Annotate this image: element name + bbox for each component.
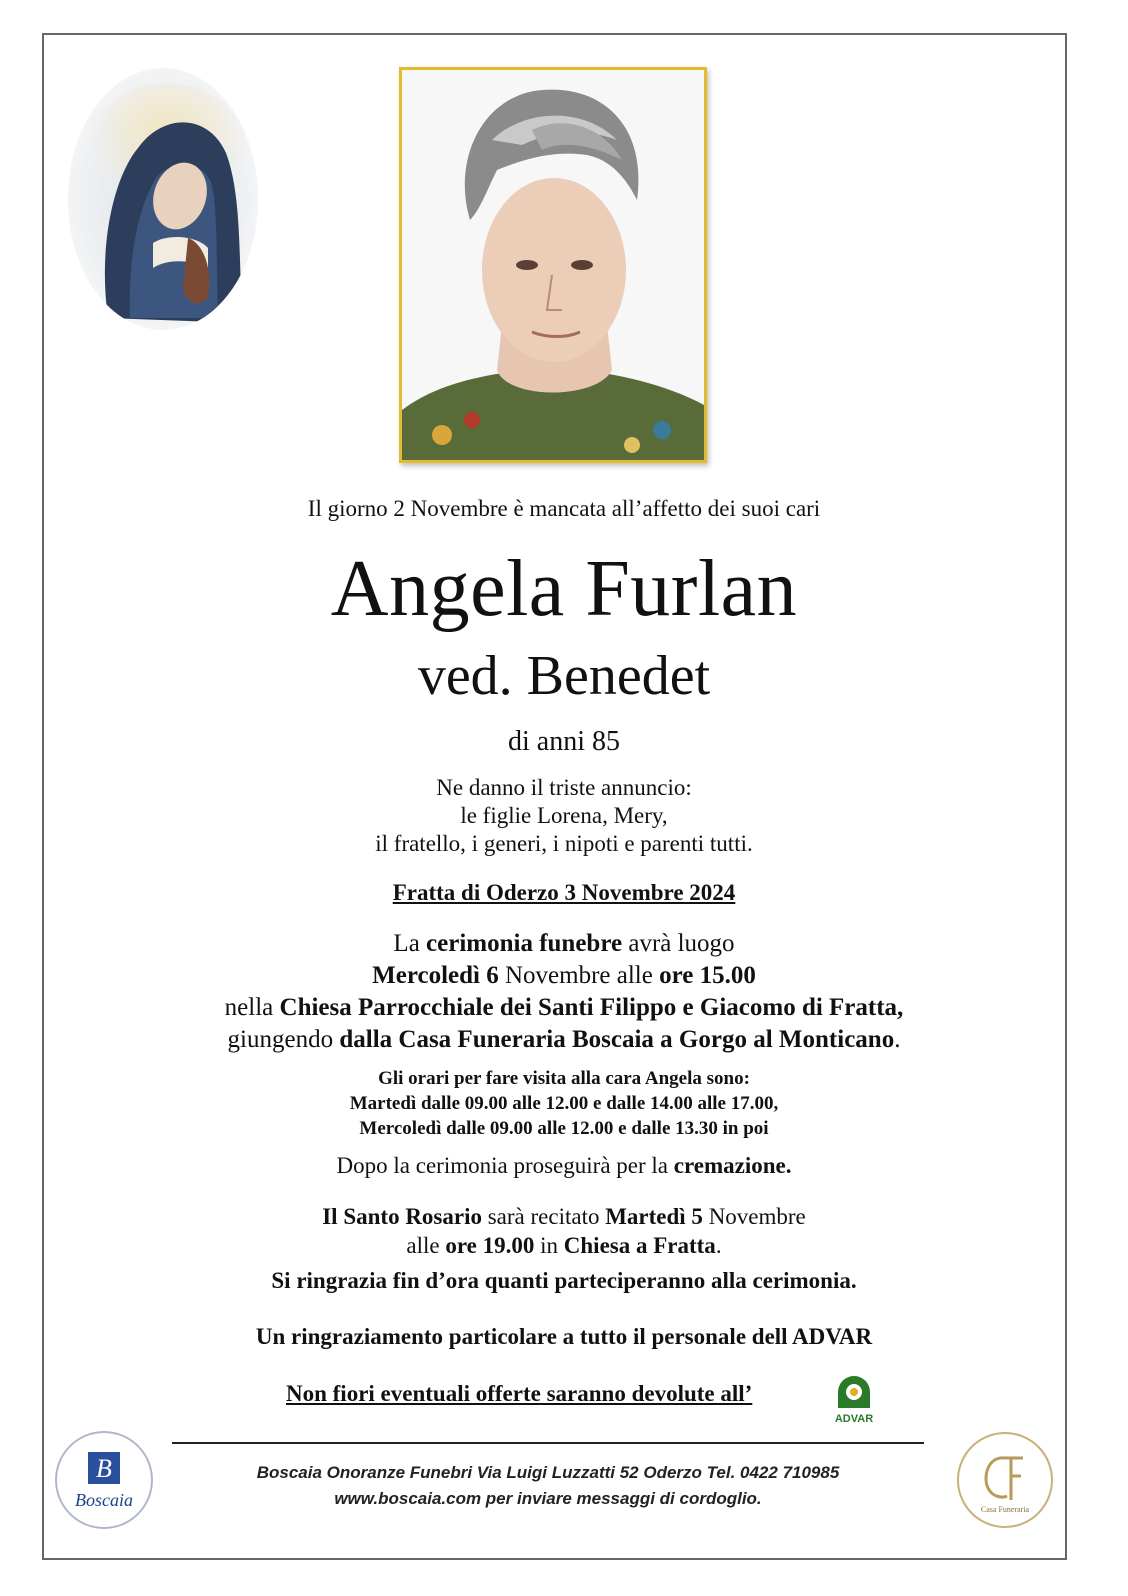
footer-divider [172, 1442, 924, 1444]
ceremony-line: La cerimonia funebre avrà luogo [393, 930, 735, 957]
donation-note: Non fiori eventuali offerte saranno devolute all’ [286, 1381, 753, 1406]
boscaia-logo-text: Boscaia [75, 1490, 133, 1510]
madonna-image [68, 68, 258, 330]
rosary-line: Il Santo Rosario sarà recitato Martedì 5 Novembre [322, 1204, 806, 1229]
cremation-note: Dopo la cerimonia proseguirà per la cremazione. [336, 1153, 792, 1178]
announce-line: il fratello, i generi, i nipoti e parenti tutti. [375, 831, 753, 856]
footer-address: Boscaia Onoranze Funebri Via Luigi Luzzatti 52 Oderzo Tel. 0422 710985 [256, 1463, 840, 1482]
boscaia-logo-letter: B [96, 1454, 112, 1483]
announce-line: le figlie Lorena, Mery, [460, 803, 668, 828]
visits-line: Martedì dalle 09.00 alle 12.00 e dalle 14.00 alle 17.00, [349, 1093, 779, 1114]
footer-contact [172, 1460, 924, 1512]
rosary-line: alle ore 19.00 in Chiesa a Fratta. [406, 1233, 722, 1258]
visiting-hours [0, 1066, 1128, 1141]
intro-text: Il giorno 2 Novembre è mancata all’affetto dei suoi cari [307, 496, 821, 521]
advar-logo [826, 1372, 882, 1426]
place-date: Fratta di Oderzo 3 Novembre 2024 [392, 880, 736, 905]
visits-line: Gli orari per fare visita alla cara Angela sono: [378, 1068, 750, 1089]
thanks-text: Si ringrazia fin d’ora quanti parteciperanno alla cerimonia. [271, 1268, 857, 1293]
married-name: ved. Benedet [417, 645, 711, 707]
rosary-block [0, 1202, 1128, 1260]
ceremony-line: nella Chiesa Parrocchiale dei Santi Filippo e Giacomo di Fratta, [224, 994, 904, 1021]
portrait-photo [399, 67, 707, 463]
advar-thanks-text: Un ringraziamento particolare a tutto il personale dell ADVAR [255, 1324, 873, 1349]
ceremony-block [0, 928, 1128, 1056]
visits-line: Mercoledì dalle 09.00 alle 12.00 e dalle 13.30 in poi [359, 1118, 769, 1139]
advar-logo-text: ADVAR [834, 1413, 874, 1425]
ceremony-line: Mercoledì 6 Novembre alle ore 15.00 [372, 962, 756, 989]
advar-emblem-icon [834, 1372, 874, 1410]
announcement-block [0, 774, 1128, 858]
footer-website: www.boscaia.com per inviare messaggi di cordoglio. [334, 1489, 762, 1508]
casa-funeraria-text: Casa Funeraria [980, 1505, 1030, 1514]
announce-line: Ne danno il triste annuncio: [436, 775, 692, 800]
deceased-name: Angela Furlan [330, 545, 798, 633]
ceremony-line: giungendo dalla Casa Funeraria Boscaia a Gorgo al Monticano. [227, 1026, 901, 1053]
boscaia-logo [54, 1430, 154, 1530]
age-text: di anni 85 [508, 726, 620, 757]
casa-funeraria-logo [955, 1430, 1055, 1530]
